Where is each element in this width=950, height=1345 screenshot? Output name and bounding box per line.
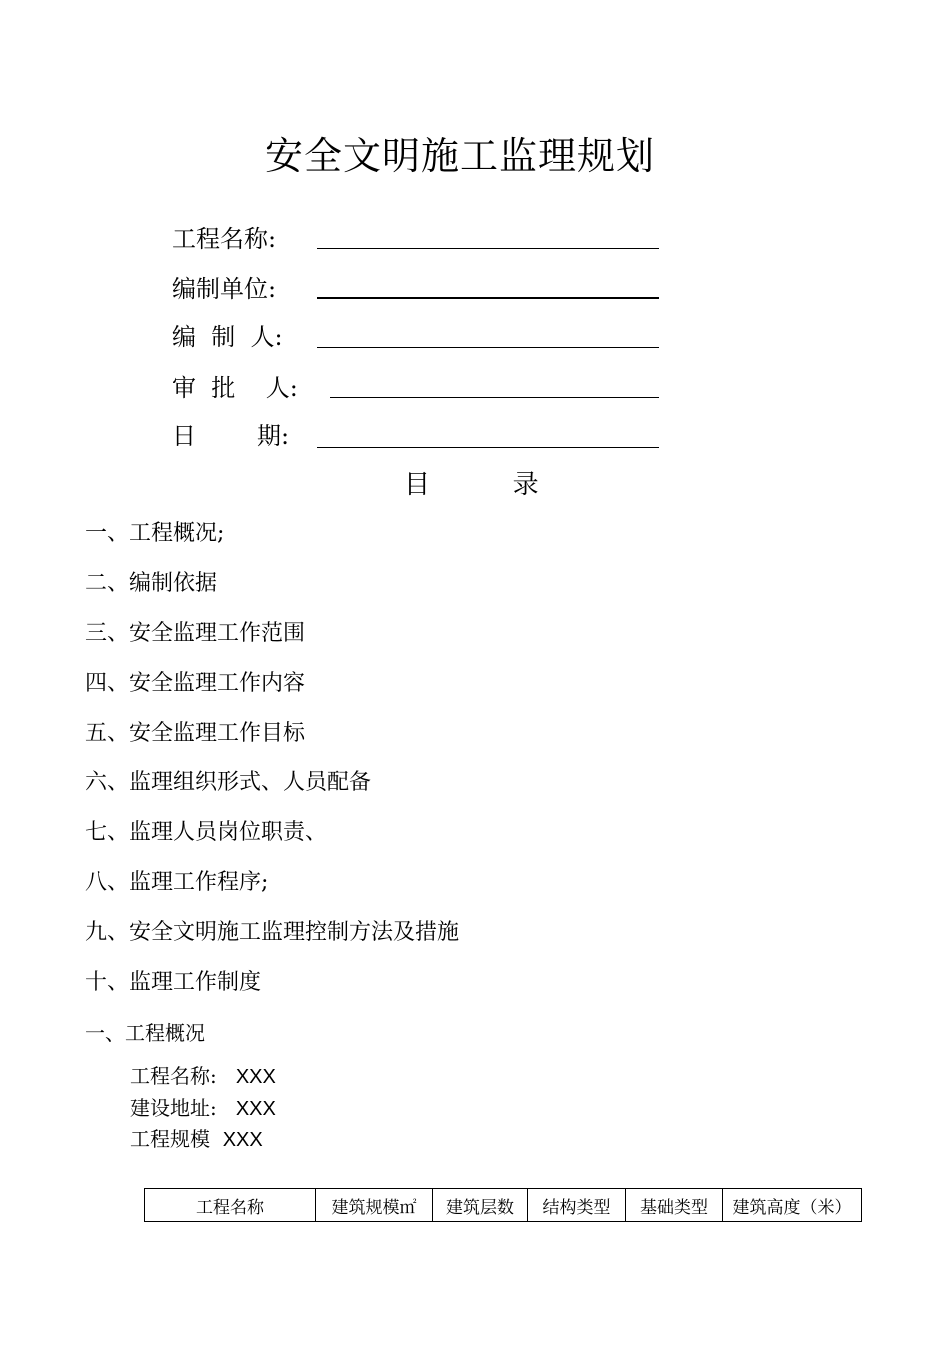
table-header-row — [145, 1189, 862, 1222]
compiling-unit-label: 编制单位: — [172, 275, 277, 303]
toc-item: 六、监理组织形式、人员配备 — [85, 770, 372, 795]
table-header-cell: 建筑层数 — [433, 1189, 528, 1222]
info-value: XXX — [235, 1098, 276, 1120]
info-label: 工程规模 — [130, 1127, 210, 1151]
info-row-project-name — [130, 1063, 276, 1090]
approver-label: 审 批 人: — [172, 374, 298, 402]
table-header-cell: 基础类型 — [626, 1189, 723, 1222]
toc-item: 五、安全监理工作目标 — [85, 721, 306, 746]
toc-heading: 目 录 — [404, 470, 539, 500]
date-label: 日 期: — [172, 422, 290, 450]
info-label: 工程名称: — [130, 1064, 217, 1088]
toc-item: 四、安全监理工作内容 — [85, 671, 306, 696]
document-title: 安全文明施工监理规划 — [264, 134, 655, 178]
toc-item: 二、编制依据 — [85, 571, 218, 596]
toc-item: 九、安全文明施工监理控制方法及措施 — [85, 920, 460, 945]
date-field[interactable] — [317, 447, 659, 448]
toc-item: 三、安全监理工作范围 — [85, 621, 306, 646]
project-name-label: 工程名称: — [172, 225, 277, 253]
info-row-address — [130, 1095, 276, 1122]
compiler-field[interactable] — [317, 347, 659, 348]
project-name-field[interactable] — [317, 248, 659, 249]
info-row-scale — [130, 1126, 263, 1153]
toc-item: 七、监理人员岗位职责、 — [85, 820, 328, 845]
toc-item: 十、监理工作制度 — [85, 970, 262, 995]
toc-item: 一、工程概况; — [85, 521, 225, 546]
table-header-cell: 结构类型 — [528, 1189, 626, 1222]
approver-field[interactable] — [330, 397, 659, 398]
section-heading: 一、工程概况 — [85, 1021, 205, 1045]
table-header-cell: 建筑高度（米） — [723, 1189, 862, 1222]
info-label: 建设地址: — [130, 1096, 217, 1120]
compiling-unit-field[interactable] — [317, 297, 659, 299]
compiler-label: 编 制 人: — [172, 323, 283, 351]
info-value: XXX — [235, 1066, 276, 1088]
toc-item: 八、监理工作程序; — [85, 870, 269, 895]
project-table — [144, 1188, 862, 1222]
table-header-cell: 建筑规模㎡ — [316, 1189, 433, 1222]
table-header-cell: 工程名称 — [145, 1189, 316, 1222]
info-value: XXX — [222, 1129, 263, 1151]
